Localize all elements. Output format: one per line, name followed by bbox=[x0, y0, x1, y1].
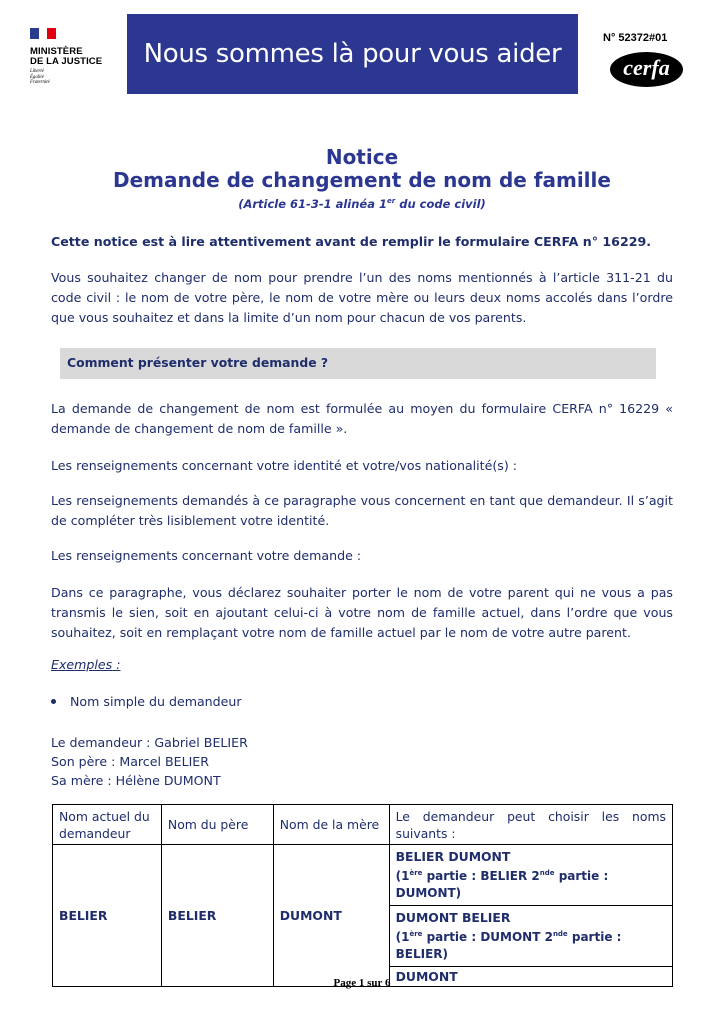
header-current-name: Nom actuel du demandeur bbox=[53, 805, 162, 845]
table-header-row bbox=[53, 805, 673, 845]
names-table bbox=[52, 804, 673, 987]
cell-father-name: BELIER bbox=[161, 845, 273, 987]
option-3: DUMONT bbox=[389, 967, 672, 987]
example-lines bbox=[51, 733, 248, 790]
option-1-part1: partie : BELIER 2 bbox=[422, 869, 540, 883]
option-1-part2: partie : DUMONT) bbox=[395, 869, 609, 900]
warning-text: Cette notice est à lire attentivement avant de remplir le formulaire CERFA n° 16229. bbox=[51, 234, 652, 249]
cell-mother-name: DUMONT bbox=[273, 845, 389, 987]
paragraph-identity-heading: Les renseignements concernant votre identité et votre/vos nationalité(s) : bbox=[51, 458, 517, 473]
examples-label bbox=[51, 657, 120, 672]
bullet-icon bbox=[51, 699, 56, 704]
cerfa-logo bbox=[610, 52, 683, 87]
bullet-text: Nom simple du demandeur bbox=[70, 694, 242, 709]
motto bbox=[30, 69, 120, 86]
cell-current-name: BELIER bbox=[53, 845, 162, 987]
page-title: Demande de changement de nom de famille bbox=[113, 168, 611, 192]
page-number: Page 1 sur 6 bbox=[333, 977, 391, 989]
option-2-part1: partie : DUMONT 2 bbox=[422, 930, 553, 944]
section-heading-bar bbox=[60, 348, 656, 379]
section-heading: Comment présenter votre demande ? bbox=[67, 355, 329, 370]
cerfa-logo-text: cerfa bbox=[623, 55, 670, 80]
option-1-prefix: (1 bbox=[395, 869, 410, 883]
notice-title: Notice bbox=[325, 145, 399, 169]
paragraph-request: Dans ce paragraphe, vous déclarez souhaiter porter le nom de votre parent qui ne vous a pas transmis le sien, soit en ajoutant celui-ci à votre nom de famille actuel, dans l’ordre que vous souhaitez, soit en remplaçant votre nom de famille actuel par le nom de votre autre parent. bbox=[51, 585, 673, 640]
motto-fraternite: Fraternité bbox=[30, 80, 50, 85]
paragraph-identity: Les renseignements demandés à ce paragraphe vous concernent en tant que demandeur. Il s’agit de compléter très lisiblement votre identité. bbox=[51, 493, 673, 528]
examples-label-text: Exemples bbox=[51, 657, 113, 672]
example-bullet bbox=[51, 694, 242, 709]
option-2-part2: partie : BELIER) bbox=[395, 930, 622, 961]
header-mother-name: Nom de la mère bbox=[273, 805, 389, 845]
option-2-sup2: nde bbox=[552, 930, 568, 938]
intro-text: Vous souhaitez changer de nom pour prendre l’un des noms mentionnés à l’article 311-21 du code civil : le nom de votre père, le nom de votre mère ou leurs deux noms accolés dans l’ordre que vous souhaitez et dans la limite d’un nom pour chacun de vos parents. bbox=[51, 270, 673, 325]
header-father-name: Nom du père bbox=[161, 805, 273, 845]
ministry-name-line2: DE LA JUSTICE bbox=[30, 56, 103, 67]
option-2-detail bbox=[396, 926, 666, 963]
cerfa-number: N° 52372#01 bbox=[603, 32, 668, 44]
option-2 bbox=[389, 906, 672, 967]
motto-egalite: Égalité bbox=[30, 74, 44, 80]
option-2-prefix: (1 bbox=[395, 930, 410, 944]
paragraph-request-heading: Les renseignements concernant votre demande : bbox=[51, 548, 362, 563]
option-1-detail bbox=[396, 865, 666, 902]
option-1-sup2: nde bbox=[539, 869, 555, 877]
example-father: Son père : Marcel BELIER bbox=[51, 754, 210, 769]
header-choices: Le demandeur peut choisir les noms suivants : bbox=[389, 805, 672, 845]
option-1-sup1: ère bbox=[409, 869, 423, 877]
ministry-logo bbox=[30, 28, 120, 86]
examples-label-suffix: : bbox=[112, 657, 121, 672]
option-1 bbox=[389, 845, 672, 906]
banner-text: Nous sommes là pour vous aider bbox=[143, 39, 562, 69]
example-applicant: Le demandeur : Gabriel BELIER bbox=[51, 735, 248, 750]
motto-liberte: Liberté bbox=[30, 69, 44, 74]
table-row bbox=[53, 845, 673, 906]
option-2-name: DUMONT BELIER bbox=[395, 910, 511, 925]
title-block bbox=[0, 146, 724, 212]
article-reference: (Article 61-3-1 alinéa 1er du code civil) bbox=[238, 196, 486, 211]
example-mother: Sa mère : Hélène DUMONT bbox=[51, 773, 221, 788]
help-banner bbox=[127, 14, 578, 94]
ministry-name-line1: MINISTÈRE bbox=[30, 46, 83, 57]
paragraph-form: La demande de changement de nom est formulée au moyen du formulaire CERFA n° 16229 « demande de changement de nom de famille ». bbox=[51, 401, 673, 436]
option-1-name: BELIER DUMONT bbox=[395, 849, 511, 864]
option-2-sup1: ère bbox=[409, 930, 423, 938]
marianne-flag-icon bbox=[30, 28, 56, 39]
